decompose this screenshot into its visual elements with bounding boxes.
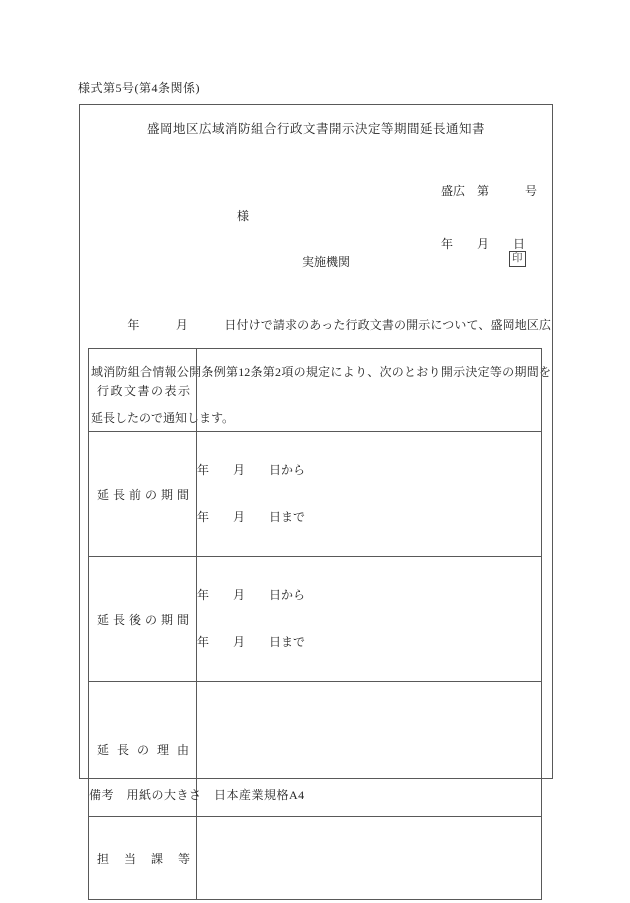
row-label: 行政文書の表示 (97, 383, 192, 398)
row-label-cell (89, 817, 206, 900)
body-line-3: 延長したので通知します。 (91, 411, 235, 425)
body-line-2: 域消防組合情報公開条例第12条第2項の規定により、次のとおり開示決定等の期間を (91, 364, 551, 379)
row-value-line: 年 月 日まで (197, 509, 306, 524)
row-label-cell (89, 432, 197, 557)
document-date-line: 年 月 日 (441, 236, 526, 251)
document-number-block (441, 148, 537, 288)
row-value-line: 年 月 日まで (197, 634, 306, 649)
remarks-note: 備考 用紙の大きさ 日本産業規格A4 (89, 788, 305, 802)
addressee-honorific: 様 (237, 209, 250, 223)
row-label: 延長前の期間 (97, 487, 194, 502)
seal-mark: 印 (509, 251, 526, 267)
row-label: 担当課等 (97, 851, 206, 866)
row-label: 延長後の期間 (97, 612, 194, 627)
table-row-document-description (89, 349, 542, 432)
body-line-1: 年 月 日付けで請求のあった行政文書の開示について、盛岡地区広 (91, 318, 551, 332)
table-row-period-after-extension (89, 557, 542, 682)
row-value-cell (197, 349, 542, 432)
table-row-period-before-extension (89, 432, 542, 557)
document-number-line: 盛広 第 号 (441, 184, 538, 198)
table-row-section-in-charge (89, 817, 542, 900)
document-title: 盛岡地区広域消防組合行政文書開示決定等期間延長通知書 (146, 122, 485, 136)
row-label-cell (89, 557, 197, 682)
form-table (88, 348, 542, 900)
row-value-cell (197, 817, 542, 900)
form-number-label: 様式第5号(第4条関係) (78, 81, 200, 95)
row-value-line: 年 月 日から (197, 588, 306, 602)
row-label-cell (89, 349, 197, 432)
row-value-cell (197, 557, 542, 682)
issuer-label: 実施機関 (302, 255, 351, 269)
row-label: 延長の理由 (97, 742, 198, 757)
row-value-line: 年 月 日から (197, 463, 306, 477)
row-value-cell (197, 432, 542, 557)
